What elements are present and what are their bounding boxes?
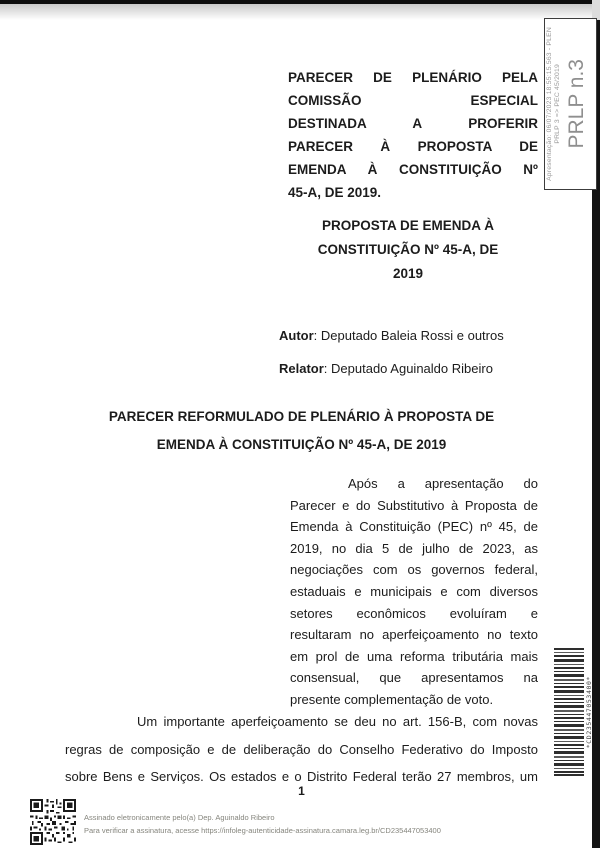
paragraph-line: sobre Bens e Serviços. Os estados e o Distrito Federal terão 27 membros, um: [65, 769, 538, 784]
ementa-line: COMISSÃO ESPECIAL: [288, 93, 538, 108]
ementa-line: PARECER DE PLENÁRIO PELA: [288, 70, 538, 85]
paragraph-line: Um importante aperfeiçoamento se deu no art. 156-B, com novas: [137, 714, 538, 729]
paragraph-line: Parecer e do Substitutivo à Proposta de: [290, 497, 538, 513]
ementa-heading: [288, 66, 538, 204]
rapporteur-value: : Deputado Aguinaldo Ribeiro: [323, 361, 493, 376]
barcode-icon: [554, 648, 584, 776]
barcode-text: *CD235447053400*: [585, 675, 593, 749]
paragraph-line: Após a apresentação do: [348, 476, 538, 491]
author-label: Autor: [279, 328, 314, 343]
paragraph-line: resultaram no aperfeiçoamento no texto: [290, 627, 538, 643]
paragraph-line: presente complementação de voto.: [290, 691, 494, 707]
main-title-line: EMENDA À CONSTITUIÇÃO Nº 45-A, DE 2019: [156, 436, 447, 452]
stamp-meta-line-1: Apresentação: 06/07/2023 18:55:15.563 - PLEN: [546, 27, 553, 181]
author-value: : Deputado Baleia Rossi e outros: [313, 328, 504, 343]
paragraph-line: em prol de uma reforma tributária mais: [290, 648, 538, 664]
qr-code-icon: [30, 799, 76, 845]
subject-heading: [276, 214, 540, 286]
scan-top-shadow: [0, 4, 600, 20]
paragraph-line: Emenda à Constituição (PEC) nº 45, de: [290, 519, 538, 535]
verify-note: Para verificar a assinatura, acesse https://infoleg-autenticidade-assinatura.camara.leg.br/CD235447053400: [84, 825, 441, 835]
page-number: 1: [298, 784, 305, 798]
signature-footer: [84, 812, 441, 837]
body-paragraph-1: [290, 473, 538, 711]
stamp-meta-line-2: PRLP 3 => PEC 45/2019: [554, 64, 561, 144]
subject-line: PROPOSTA DE EMENDA À: [321, 218, 494, 233]
paragraph-line: regras de composição e de deliberação do Conselho Federativo do Imposto: [65, 741, 538, 757]
paragraph-line: estaduais e municipais e com diversos: [290, 583, 538, 599]
scan-corner: [592, 0, 600, 20]
presentation-stamp-box: [544, 18, 597, 190]
ementa-line: PARECER À PROPOSTA DE: [288, 139, 538, 154]
body-paragraph-2: [65, 708, 538, 791]
rapporteur-line: [279, 361, 493, 376]
ementa-line: EMENDA À CONSTITUIÇÃO Nº: [288, 162, 538, 177]
author-line: [279, 328, 504, 343]
paragraph-line: negociações com os governos federal,: [290, 562, 538, 578]
stamp-doc-label: PRLP n.3: [565, 59, 588, 149]
ementa-line: DESTINADA A PROFERIR: [288, 116, 538, 131]
main-title-line: PARECER REFORMULADO DE PLENÁRIO À PROPOSTA DE: [108, 409, 495, 424]
paragraph-line: setores econômicos evoluíram e: [290, 605, 538, 621]
paragraph-line: consensual, que apresentamos na: [290, 670, 538, 686]
subject-line: CONSTITUIÇÃO Nº 45-A, DE: [317, 242, 499, 257]
rapporteur-label: Relator: [279, 361, 324, 376]
signature-note: Assinado eletronicamente pelo(a) Dep. Aguinaldo Ribeiro: [84, 813, 275, 822]
subject-line: 2019: [392, 266, 424, 281]
main-title: [65, 403, 538, 458]
paragraph-line: 2019, no dia 5 de julho de 2023, as: [290, 540, 538, 556]
ementa-line: 45-A, DE 2019.: [288, 185, 382, 200]
